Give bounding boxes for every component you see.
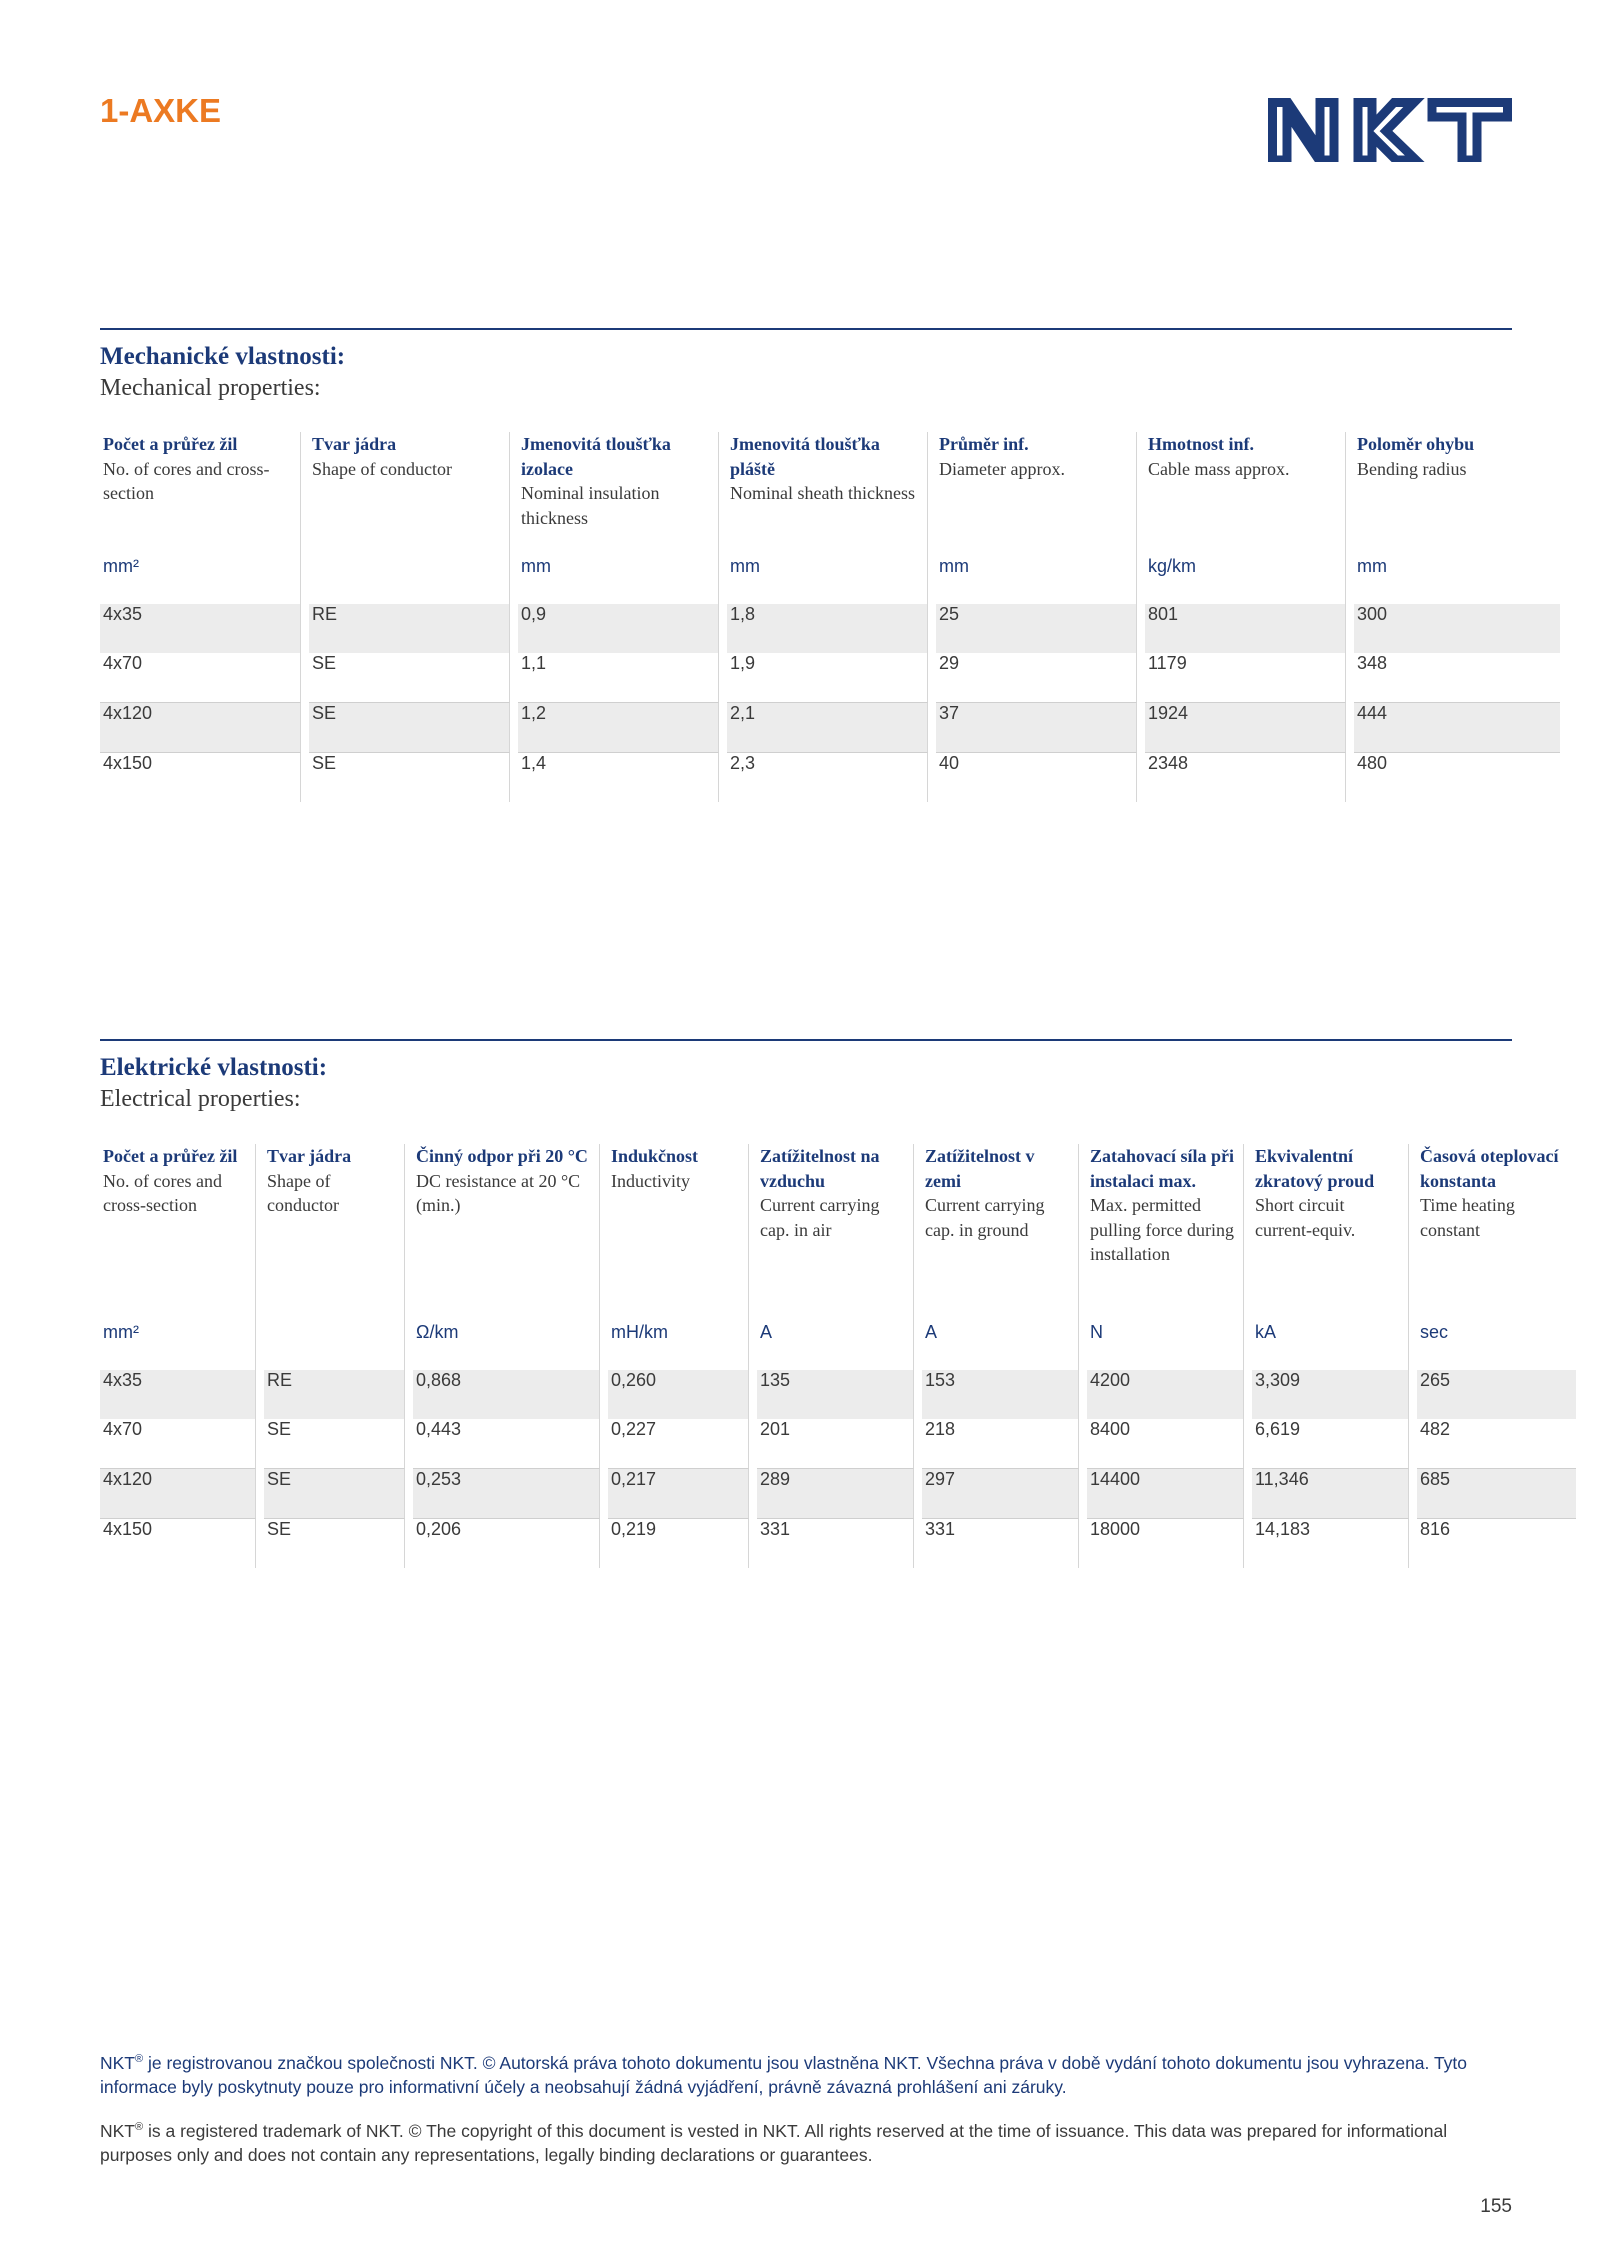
elec-section-title: Elektrické vlastnosti: (100, 1054, 328, 1081)
table-cell: 153 (922, 1370, 1079, 1419)
col-header-resistance: Činný odpor při 20 °C DC resistance at 20 °C (min.) (413, 1144, 600, 1322)
table-cell: 14,183 (1252, 1518, 1409, 1568)
footer-disclaimer-en: NKT® is a registered trademark of NKT. © The copyright of this document is vested in NKT. All rights reserved at the time of issuance. This data was prepared for informational purposes only and does not contain any representations, legally binding declarations or guarantees. (100, 2120, 1448, 2165)
table-row (100, 1518, 1576, 1568)
table-cell: 480 (1354, 752, 1560, 802)
table-cell: SE (309, 653, 510, 702)
col-header-capacity-air: Zatížitelnost na vzduchu Current carrying cap. in air (757, 1144, 914, 1322)
table-cell: 18000 (1087, 1518, 1244, 1568)
table-cell: 14400 (1087, 1468, 1244, 1518)
table-cell: 289 (757, 1468, 914, 1518)
table-cell: 40 (936, 752, 1137, 802)
table-cell: 0,253 (413, 1468, 600, 1518)
table-cell: 265 (1417, 1370, 1576, 1419)
table-cell: 8400 (1087, 1419, 1244, 1468)
table-cell: 4x150 (100, 1518, 256, 1568)
col-header-sheath: Jmenovitá tloušťka pláště Nominal sheath thickness (727, 432, 928, 556)
unit-cell: mm (727, 556, 928, 604)
mech-section-subtitle: Mechanical properties: (100, 375, 321, 401)
table-cell: 6,619 (1252, 1419, 1409, 1468)
col-header-inductivity: Indukčnost Inductivity (608, 1144, 749, 1322)
unit-cell (264, 1322, 405, 1370)
table-cell: 482 (1420, 1419, 1451, 1439)
col-header-short-circuit: Ekvivalentní zkratový proud Short circuit current-equiv. (1252, 1144, 1409, 1322)
table-cell: 816 (1417, 1518, 1576, 1568)
table-row (100, 702, 1560, 752)
table-cell: 0,260 (608, 1370, 749, 1419)
mechanical-properties-table (92, 432, 1568, 802)
table-cell: 4x120 (100, 702, 301, 752)
table-cell: 2,1 (727, 702, 928, 752)
table-header-row (100, 1144, 1576, 1322)
unit-cell: mm (518, 556, 719, 604)
unit-cell: A (922, 1322, 1079, 1370)
table-row (100, 1370, 1576, 1419)
table-cell: 2348 (1145, 752, 1346, 802)
table-cell: 4x35 (100, 1370, 256, 1419)
table-cell: SE (264, 1518, 405, 1568)
table-cell: 300 (1354, 604, 1560, 653)
table-cell: 29 (936, 653, 1137, 702)
table-cell: 297 (922, 1468, 1079, 1518)
unit-cell: sec (1420, 1322, 1449, 1342)
col-header-bending: Poloměr ohybu Bending radius (1357, 434, 1475, 479)
section-divider (100, 1039, 1512, 1041)
table-cell: 1,4 (518, 752, 719, 802)
col-header-diameter: Průměr inf. Diameter approx. (936, 432, 1137, 556)
table-cell: RE (264, 1370, 405, 1419)
table-cell: 1,1 (518, 653, 719, 702)
table-cell: 801 (1145, 604, 1346, 653)
table-cell: 4200 (1087, 1370, 1244, 1419)
table-cell: RE (309, 604, 510, 653)
page-number: 155 (1480, 2196, 1512, 2217)
nkt-logo (1268, 98, 1512, 162)
unit-row (100, 1322, 1576, 1370)
unit-cell: mm (1357, 556, 1387, 576)
table-cell: 4x120 (100, 1468, 256, 1518)
unit-row (100, 556, 1560, 604)
unit-cell: mm² (100, 1322, 256, 1370)
col-header-mass: Hmotnost inf. Cable mass approx. (1145, 432, 1346, 556)
col-header-shape: Tvar jádra Shape of conductor (309, 432, 510, 556)
unit-cell: mH/km (608, 1322, 749, 1370)
page-title: 1-AXKE (100, 92, 222, 129)
footer-disclaimer-cz: NKT® je registrovanou značkou společnosti NKT. © Autorská práva tohoto dokumentu jsou vlastněna NKT. Všechna práva v době vydání tohoto dokumentu jsou vyhrazena. Tyto informace byly poskytnuty pouze pro informativní účely a neobsahují žádná vyjádření, právně závazná prohlášení ani záruky. (100, 2052, 1468, 2097)
col-header-cores: Počet a průřez žil No. of cores and cross-section (100, 1144, 256, 1322)
table-row (100, 1419, 1576, 1468)
table-cell: 1,2 (518, 702, 719, 752)
table-cell: 4x70 (100, 1419, 256, 1468)
table-cell: 1179 (1145, 653, 1346, 702)
table-cell: 0,9 (518, 604, 719, 653)
col-header-cores: Počet a průřez žil No. of cores and cross-section (100, 432, 301, 556)
table-cell: 331 (757, 1518, 914, 1568)
mech-section-title: Mechanické vlastnosti: (100, 343, 346, 370)
unit-cell (309, 556, 510, 604)
elec-section-subtitle: Electrical properties: (100, 1086, 301, 1112)
table-cell: 0,227 (608, 1419, 749, 1468)
table-cell: 0,443 (413, 1419, 600, 1468)
col-header-pulling-force: Zatahovací síla při instalaci max. Max. permitted pulling force during installation (1087, 1144, 1244, 1322)
table-cell: 1,9 (727, 653, 928, 702)
table-cell: 4x70 (100, 653, 301, 702)
table-row (100, 653, 1560, 702)
table-cell: 37 (936, 702, 1137, 752)
unit-cell: mm (936, 556, 1137, 604)
table-cell: 1,8 (727, 604, 928, 653)
table-cell: 3,309 (1252, 1370, 1409, 1419)
col-header-shape: Tvar jádra Shape of conductor (264, 1144, 405, 1322)
col-header-insulation: Jmenovitá tloušťka izolace Nominal insulation thickness (518, 432, 719, 556)
table-cell: 135 (757, 1370, 914, 1419)
table-cell: 0,868 (413, 1370, 600, 1419)
unit-cell: kA (1252, 1322, 1409, 1370)
table-cell: 0,206 (413, 1518, 600, 1568)
table-cell: SE (264, 1419, 405, 1468)
table-header-row (100, 432, 1560, 556)
table-cell: SE (309, 752, 510, 802)
table-cell: 331 (922, 1518, 1079, 1568)
unit-cell: A (757, 1322, 914, 1370)
table-cell: 4x150 (100, 752, 301, 802)
table-row (100, 752, 1560, 802)
table-cell: 685 (1417, 1468, 1576, 1518)
table-cell: 0,217 (608, 1468, 749, 1518)
table-cell: 2,3 (727, 752, 928, 802)
table-cell: 348 (1357, 653, 1388, 673)
col-header-heating-constant: Časová oteplovací konstanta Time heating constant (1420, 1146, 1559, 1240)
unit-cell: N (1087, 1322, 1244, 1370)
col-header-capacity-ground: Zatížitelnost v zemi Current carrying cap. in ground (922, 1144, 1079, 1322)
table-cell: 218 (922, 1419, 1079, 1468)
table-cell: 4x35 (100, 604, 301, 653)
table-cell: 1924 (1145, 702, 1346, 752)
table-cell: SE (309, 702, 510, 752)
section-divider (100, 328, 1512, 330)
table-row (100, 1468, 1576, 1518)
table-cell: 0,219 (608, 1518, 749, 1568)
table-cell: 444 (1354, 702, 1560, 752)
unit-cell: Ω/km (413, 1322, 600, 1370)
unit-cell: mm² (100, 556, 301, 604)
table-cell: 11,346 (1252, 1468, 1409, 1518)
table-cell: 201 (757, 1419, 914, 1468)
table-row (100, 604, 1560, 653)
unit-cell: kg/km (1145, 556, 1346, 604)
electrical-properties-table (92, 1144, 1584, 1568)
table-cell: 25 (936, 604, 1137, 653)
table-cell: SE (264, 1468, 405, 1518)
